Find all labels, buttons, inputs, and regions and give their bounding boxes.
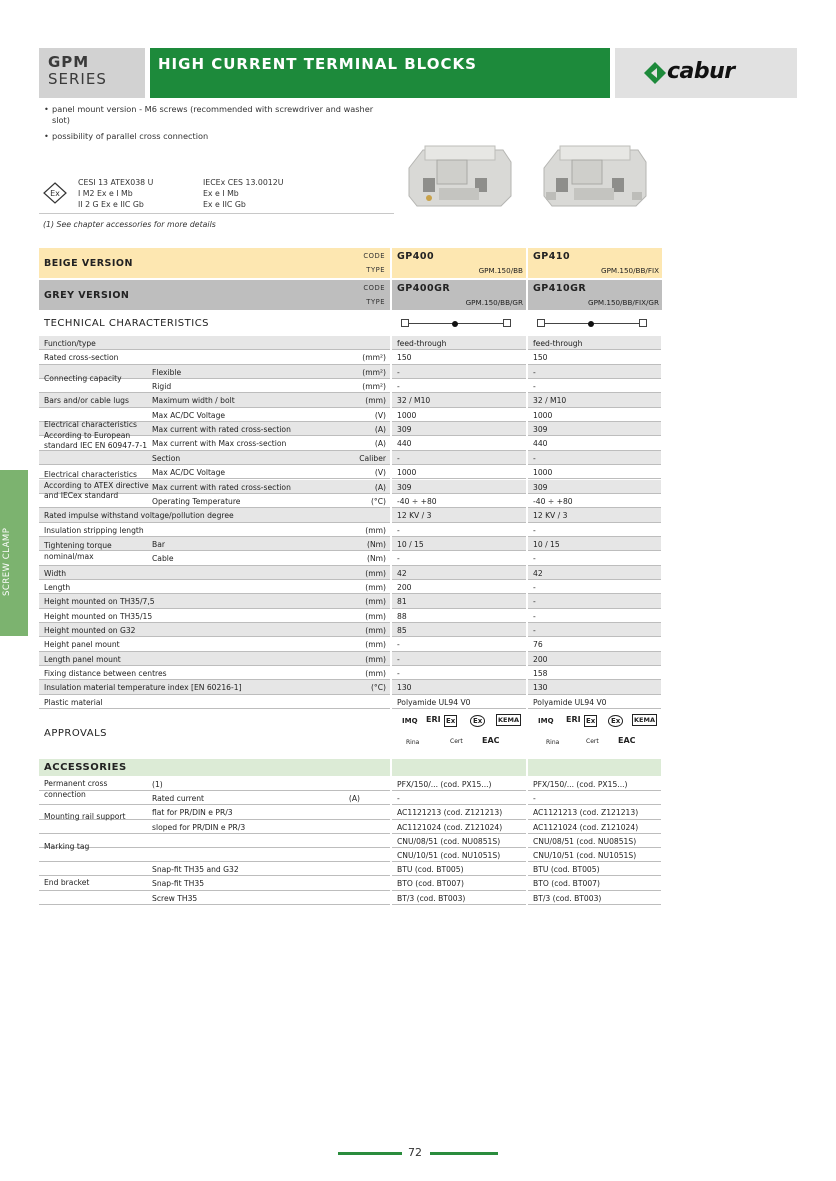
- value-gp400: 130: [397, 683, 412, 693]
- atex-ex-icon: [43, 182, 67, 204]
- value-gp400: CNU/08/51 (cod. NU0851S): [397, 836, 501, 846]
- row-label: Height mounted on TH35/7,5: [44, 597, 155, 607]
- row-unit: (mm²): [362, 353, 386, 363]
- row-sublabel: Rigid: [152, 382, 172, 392]
- row-sublabel: Max AC/DC Voltage: [152, 410, 226, 420]
- imq-mark-icon: IMQ: [538, 717, 554, 725]
- footnote: (1) See chapter accessories for more details: [43, 220, 216, 229]
- ex-mark-icon: Ex: [446, 717, 456, 725]
- row-label: Width: [44, 568, 67, 578]
- value-gp400: 1000: [397, 468, 417, 478]
- value-gp410: Polyamide UL94 V0: [533, 697, 607, 707]
- value-gp400: -: [397, 525, 400, 535]
- accessories-band: [392, 759, 526, 776]
- group-label: Connecting capacity: [44, 374, 122, 383]
- series-label: SERIES: [48, 70, 107, 88]
- value-gp400: -40 ÷ +80: [397, 496, 437, 506]
- table-row: [39, 862, 661, 876]
- cert-line: CESI 13 ATEX038 U: [78, 178, 154, 187]
- value-gp410: 42: [533, 568, 543, 578]
- group-label: Marking tag: [44, 842, 90, 851]
- svg-text:Ex: Ex: [50, 189, 60, 198]
- side-tab-label: SCREW CLAMP: [2, 527, 12, 596]
- table-row: [39, 680, 661, 694]
- ex-circle-mark-icon: Ex: [608, 715, 623, 727]
- logo-diamond-icon: [644, 62, 666, 84]
- rina-mark-icon: Rina: [406, 739, 420, 746]
- row-unit: (A): [374, 439, 386, 449]
- value-gp410: AC1121213 (cod. Z121213): [533, 808, 639, 818]
- value-gp410: 10 / 15: [533, 539, 560, 549]
- product-code: GP400GR: [397, 283, 451, 294]
- value-gp410: -: [533, 582, 536, 592]
- value-gp410: feed-through: [533, 339, 583, 348]
- row-sublabel: Max current with rated cross-section: [152, 425, 291, 435]
- value-gp400: PFX/150/... (cod. PX15...): [397, 780, 492, 789]
- row-unit: (mm): [365, 568, 386, 578]
- row-sublabel: Section: [152, 453, 181, 463]
- row-label: Height mounted on TH35/15: [44, 611, 153, 621]
- code-label: CODE: [363, 284, 385, 292]
- row-label: Insulation stripping length: [44, 525, 144, 535]
- row-label: Insulation material temperature index [EN 60216-1]: [44, 683, 242, 693]
- value-gp410: -40 ÷ +80: [533, 496, 573, 506]
- value-gp410: -: [533, 453, 536, 463]
- product-gp410-grey: [528, 280, 662, 310]
- row-sublabel: Snap-fit TH35: [152, 879, 205, 889]
- page-rule-left: [338, 1152, 402, 1155]
- value-gp400: 32 / M10: [397, 396, 431, 406]
- beige-version-band: [39, 248, 390, 278]
- row-label: Height mounted on G32: [44, 626, 136, 635]
- feature-list: [44, 104, 384, 147]
- value-gp410: 1000: [533, 410, 553, 420]
- ex-circle-mark-icon: Ex: [470, 715, 485, 727]
- group-label: Electrical characteristics According to ATEX directive and IECex standard: [44, 470, 149, 500]
- value-gp410: -: [533, 794, 536, 804]
- cert-line: I M2 Ex e I Mb: [78, 189, 133, 198]
- brand-logo: [615, 48, 797, 98]
- row-label: Length panel mount: [44, 654, 121, 664]
- row-unit: (Nm): [366, 554, 386, 564]
- row-sublabel: Maximum width / bolt: [152, 396, 235, 406]
- table-row: [39, 336, 661, 350]
- value-gp410: 32 / M10: [533, 396, 567, 406]
- value-gp410: 76: [533, 640, 543, 650]
- row-label: Bars and/or cable lugs: [44, 396, 129, 406]
- row-unit: (A): [348, 794, 360, 804]
- rina-mark-icon: Rina: [546, 739, 560, 746]
- row-unit: (mm²): [362, 382, 386, 392]
- product-code: GP410GR: [533, 283, 587, 294]
- table-row: [39, 695, 661, 709]
- value-gp410: BT/3 (cod. BT003): [533, 893, 602, 903]
- value-gp410: 440: [533, 439, 548, 449]
- code-label: CODE: [363, 252, 385, 260]
- value-gp410: -: [533, 525, 536, 535]
- accessories-band: [528, 759, 661, 776]
- product-gp400-beige: [392, 248, 526, 278]
- cert-iecex: [203, 177, 283, 210]
- product-image-gp400: [403, 138, 515, 210]
- value-gp400: 1000: [397, 410, 417, 420]
- value-gp400: 88: [397, 611, 407, 621]
- feature-item: • panel mount version - M6 screws (recommended with screwdriver and washer slot): [44, 104, 384, 126]
- ex-mark-icon: Ex: [586, 717, 596, 725]
- row-unit: (A): [374, 425, 386, 435]
- row-unit: (mm): [365, 669, 386, 679]
- product-gp410-beige: [528, 248, 662, 278]
- group-label: Tightening torque nominal/max: [44, 541, 112, 561]
- row-sublabel: flat for PR/DIN e PR/3: [152, 808, 233, 818]
- row-unit: (mm): [365, 654, 386, 664]
- row-unit: (mm): [365, 597, 386, 607]
- table-row: [39, 566, 661, 580]
- type-label: TYPE: [366, 266, 385, 274]
- row-sublabel: Bar: [152, 539, 165, 549]
- value-gp410: 200: [533, 654, 548, 664]
- value-gp400: -: [397, 640, 400, 650]
- row-sublabel: Snap-fit TH35 and G32: [152, 865, 239, 875]
- value-gp400: AC1121213 (cod. Z121213): [397, 808, 503, 818]
- row-sublabel: Cable: [152, 554, 174, 564]
- row-unit: (mm): [365, 611, 386, 621]
- row-unit: (mm): [365, 525, 386, 535]
- row-label: Function/type: [44, 339, 96, 348]
- row-unit: (V): [374, 468, 386, 478]
- row-sublabel: Max AC/DC Voltage: [152, 468, 226, 478]
- product-type: GPM.150/BB/GR: [465, 298, 523, 307]
- value-gp400: Polyamide UL94 V0: [397, 697, 471, 707]
- product-type: GPM.150/BB: [478, 266, 523, 275]
- certification-box: [39, 172, 394, 214]
- table-row: [39, 623, 661, 637]
- value-gp410: 150: [533, 353, 548, 363]
- value-gp400: 150: [397, 353, 412, 363]
- product-code: GP400: [397, 251, 435, 262]
- cert-mark-icon: Cert: [450, 738, 463, 745]
- value-gp410: -: [533, 611, 536, 621]
- kema-mark-icon: KEMA: [634, 716, 655, 724]
- value-gp410: BTO (cod. BT007): [533, 879, 600, 889]
- value-gp410: -: [533, 367, 536, 377]
- approval-marks-gp400: [392, 712, 526, 758]
- cert-line: IECEx CES 13.0012U: [203, 178, 284, 187]
- value-gp410: -: [533, 597, 536, 607]
- wiring-diagram-icon: [537, 318, 647, 330]
- value-gp410: CNU/10/51 (cod. NU1051S): [533, 851, 637, 860]
- row-sublabel: Max current with Max cross-section: [152, 439, 287, 449]
- row-unit: (Nm): [366, 539, 386, 549]
- feature-item: • possibility of parallel cross connection: [44, 131, 384, 142]
- page-number: 72: [408, 1146, 422, 1159]
- row-unit: (V): [374, 410, 386, 420]
- value-gp410: 158: [533, 669, 548, 679]
- group-label: End bracket: [44, 878, 90, 887]
- row-unit: (°C): [370, 496, 386, 506]
- value-gp400: -: [397, 382, 400, 392]
- table-row: [39, 451, 661, 465]
- value-gp410: -: [533, 554, 536, 564]
- technical-characteristics-title: TECHNICAL CHARACTERISTICS: [44, 318, 210, 329]
- product-type: GPM.150/BB/FIX/GR: [588, 298, 659, 307]
- kema-mark-icon: KEMA: [498, 716, 519, 724]
- group-label: Mounting rail support: [44, 812, 126, 821]
- row-sublabel: Max current with rated cross-section: [152, 482, 291, 492]
- value-gp410: CNU/08/51 (cod. NU0851S): [533, 836, 637, 846]
- row-unit: Caliber: [359, 453, 386, 463]
- value-gp410: 1000: [533, 468, 553, 478]
- product-gp400-grey: [392, 280, 526, 310]
- value-gp410: 309: [533, 425, 548, 435]
- value-gp400: 309: [397, 482, 412, 492]
- value-gp400: 85: [397, 626, 407, 635]
- grey-version-band: [39, 280, 390, 310]
- row-sublabel: Rated current: [152, 794, 205, 804]
- value-gp410: 12 KV / 3: [533, 511, 568, 521]
- value-gp400: 10 / 15: [397, 539, 424, 549]
- value-gp410: 130: [533, 683, 548, 693]
- imq-mark-icon: IMQ: [402, 717, 418, 725]
- value-gp400: 440: [397, 439, 412, 449]
- section-side-tab: [0, 470, 28, 636]
- row-label: Plastic material: [44, 697, 103, 707]
- value-gp400: BTO (cod. BT007): [397, 879, 464, 889]
- row-label: Fixing distance between centres: [44, 669, 167, 679]
- row-unit: (°C): [370, 683, 386, 693]
- row-sublabel: sloped for PR/DIN e PR/3: [152, 822, 246, 832]
- cert-atex: [78, 177, 153, 210]
- eac-mark-icon: EAC: [618, 736, 636, 745]
- row-unit: (mm): [365, 582, 386, 592]
- eac-mark-icon: EAC: [482, 736, 500, 745]
- row-label: Height panel mount: [44, 640, 120, 650]
- table-row: [39, 666, 661, 680]
- row-sublabel: Operating Temperature: [152, 496, 241, 506]
- value-gp400: 309: [397, 425, 412, 435]
- page-rule-right: [430, 1152, 498, 1155]
- logo-text: cabur: [667, 59, 735, 84]
- row-unit: (A): [374, 482, 386, 492]
- table-row: [39, 508, 661, 522]
- row-label: Rated cross-section: [44, 353, 119, 363]
- table-row: [39, 637, 661, 651]
- table-row: [39, 393, 661, 407]
- value-gp400: -: [397, 669, 400, 679]
- row-sublabel: Flexible: [152, 367, 182, 377]
- value-gp400: 200: [397, 582, 412, 592]
- type-label: TYPE: [366, 298, 385, 306]
- accessories-title: ACCESSORIES: [44, 762, 127, 773]
- value-gp400: -: [397, 554, 400, 564]
- value-gp410: -: [533, 382, 536, 392]
- value-gp410: BTU (cod. BT005): [533, 865, 600, 875]
- table-row: [39, 594, 661, 608]
- row-unit: (mm²): [362, 367, 386, 377]
- eri-mark-icon: ERI: [426, 715, 441, 724]
- cert-mark-icon: Cert: [586, 738, 599, 745]
- value-gp410: -: [533, 626, 536, 635]
- value-gp400: -: [397, 453, 400, 463]
- value-gp400: 81: [397, 597, 407, 607]
- cert-line: II 2 G Ex e IIC Gb: [78, 200, 144, 209]
- value-gp400: 42: [397, 568, 407, 578]
- row-label: Length: [44, 582, 71, 592]
- cert-line: Ex e IIC Gb: [203, 200, 246, 209]
- grey-version-label: GREY VERSION: [44, 290, 130, 301]
- value-gp400: BT/3 (cod. BT003): [397, 893, 466, 903]
- value-gp400: BTU (cod. BT005): [397, 865, 464, 875]
- product-type: GPM.150/BB/FIX: [601, 266, 659, 275]
- value-gp400: -: [397, 654, 400, 664]
- value-gp400: 12 KV / 3: [397, 511, 432, 521]
- product-image-gp410: [538, 138, 650, 210]
- table-row: [39, 350, 661, 364]
- series-name: GPM: [48, 53, 90, 71]
- table-row: [39, 891, 661, 905]
- value-gp400: AC1121024 (cod. Z121024): [397, 822, 503, 832]
- beige-version-label: BEIGE VERSION: [44, 258, 133, 269]
- table-row: [39, 523, 661, 537]
- row-unit: (mm): [365, 396, 386, 406]
- value-gp400: CNU/10/51 (cod. NU1051S): [397, 851, 501, 860]
- row-sublabel: Screw TH35: [152, 893, 198, 903]
- table-row: [39, 652, 661, 666]
- cert-line: Ex e I Mb: [203, 189, 239, 198]
- approval-marks-gp410: [528, 712, 662, 758]
- approvals-title: APPROVALS: [44, 728, 108, 739]
- value-gp410: AC1121024 (cod. Z121024): [533, 822, 639, 832]
- row-unit: (mm): [365, 640, 386, 650]
- row-unit: (mm): [365, 626, 386, 635]
- value-gp410: 309: [533, 482, 548, 492]
- eri-mark-icon: ERI: [566, 715, 581, 724]
- value-gp400: feed-through: [397, 339, 447, 348]
- product-code: GP410: [533, 251, 571, 262]
- value-gp410: PFX/150/... (cod. PX15...): [533, 780, 628, 789]
- series-badge: [39, 48, 145, 98]
- wiring-diagram-icon: [401, 318, 511, 330]
- value-gp400: -: [397, 794, 400, 804]
- table-row: [39, 609, 661, 623]
- group-label: Electrical characteristics According to European standard IEC EN 60947-7-1: [44, 420, 148, 450]
- row-label: Rated impulse withstand voltage/pollution degree: [44, 511, 234, 521]
- page-title: HIGH CURRENT TERMINAL BLOCKS: [150, 48, 610, 98]
- value-gp400: -: [397, 367, 400, 377]
- row-sublabel: (1): [152, 780, 163, 789]
- group-label: Permanent cross connection: [44, 779, 108, 799]
- table-row: [39, 580, 661, 594]
